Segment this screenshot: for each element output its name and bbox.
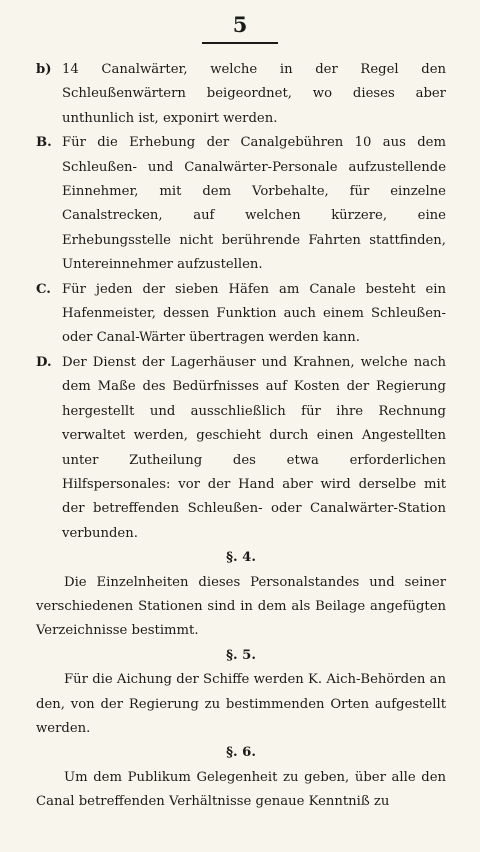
item-text: Für jeden der sieben Häfen am Canale besteht ein Hafenmeister, dessen Funktion auch einem Schleußen- oder Canal-Wärter übertragen werden kann.	[62, 281, 446, 346]
page-number: 5	[232, 12, 248, 37]
section-paragraph-4: Die Einzelnheiten dieses Personalstandes und seiner verschiedenen Stationen sind in dem als Beilage angefügten Verzeichnisse bestimmt.	[36, 574, 446, 639]
section-paragraph-6: Um dem Publikum Gelegenheit zu geben, über alle den Canal betreffenden Verhältnisse genaue Kenntniß zu	[36, 769, 446, 810]
item-label: B.	[36, 135, 52, 151]
page-text	[36, 58, 446, 815]
item-text: 14 Canalwärter, welche in der Regel den Schleußenwärtern beigeordnet, wo dieses aber unthunlich ist, exponirt werden.	[62, 62, 446, 126]
section-heading-5: §. 5.	[226, 647, 256, 663]
section-heading-4: §. 4.	[226, 550, 256, 566]
item-label: C.	[36, 281, 51, 297]
section-heading-6: §. 6.	[226, 745, 256, 761]
item-label: D.	[36, 354, 52, 370]
section-paragraph-5: Für die Aichung der Schiffe werden K. Aich-Behörden an den, von der Regierung zu bestimmenden Orten aufgestellt werden.	[36, 672, 446, 736]
list-item-C	[36, 278, 446, 351]
list-item-D	[36, 351, 446, 546]
list-item-b	[36, 58, 446, 131]
header-rule	[202, 42, 278, 44]
item-text: Der Dienst der Lagerhäuser und Krahnen, welche nach dem Maße des Bedürfnisses auf Kosten der Regierung hergestellt und ausschließlich für ihre Rechnung verwaltet werden, geschieht durch einen Angestellten unter Zutheilung des etwa erforderlichen Hilfspersonales: vor der Hand aber wird derselbe mit der betreffenden Schleußen- oder Canalwärter-Station verbunden.	[62, 354, 446, 541]
list-item-B	[36, 131, 446, 277]
item-text: Für die Erhebung der Canalgebühren 10 aus dem Schleußen- und Canalwärter-Personale aufzustellende Einnehmer, mit dem Vorbehalte, für einzelne Canalstrecken, auf welchen kürzere, eine Erhebungsstelle nicht berührende Fahrten stattfinden, Untereinnehmer aufzustellen.	[62, 135, 446, 273]
item-label: b)	[36, 62, 52, 77]
